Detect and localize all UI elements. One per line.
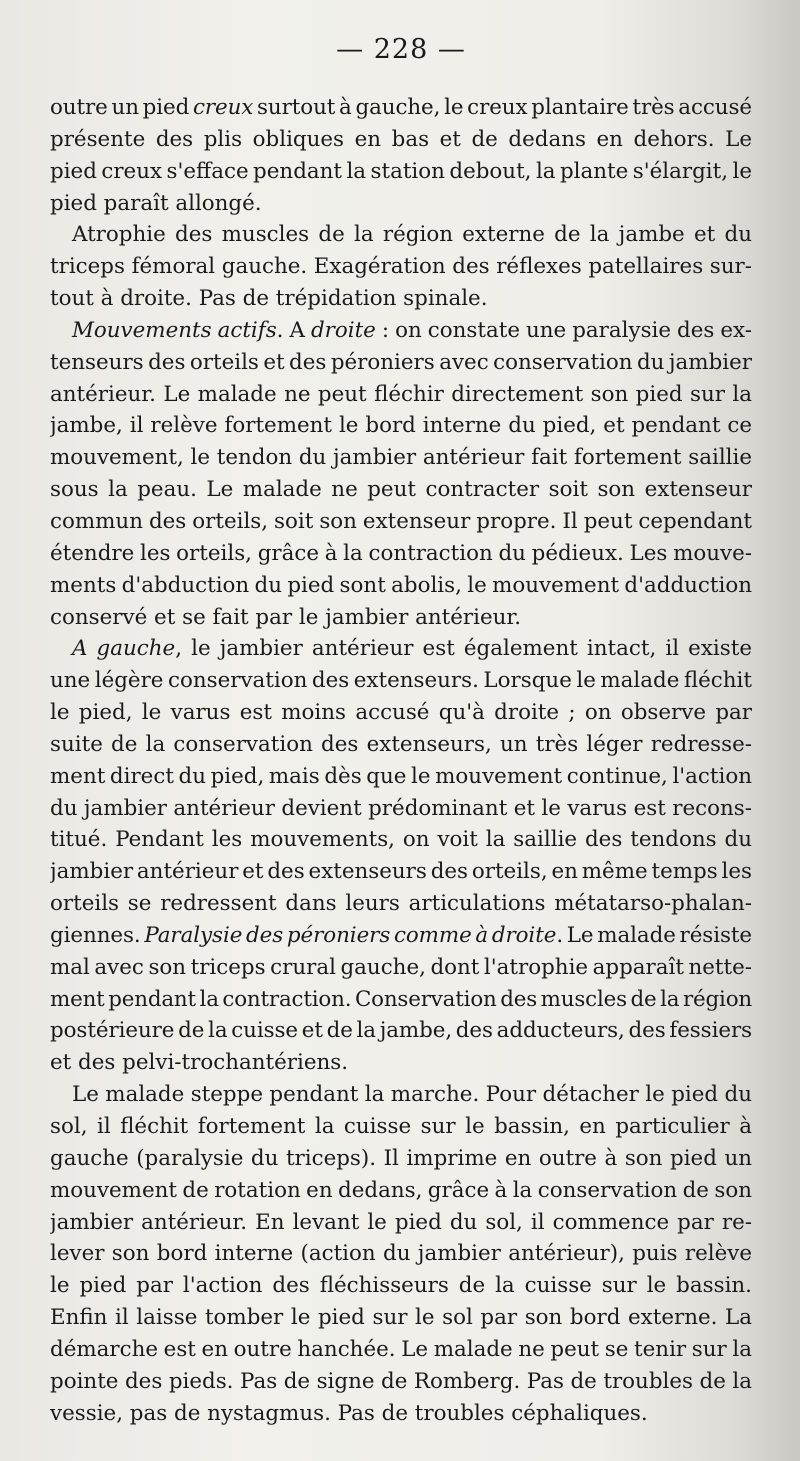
text-line bbox=[50, 124, 752, 156]
text-line bbox=[50, 633, 752, 665]
text-segment: une légère conservation des extenseurs. Lorsque le malade fléchit bbox=[50, 668, 752, 694]
text-segment: orteils se redressent dans leurs articulations métatarso-phalan- bbox=[50, 891, 752, 917]
body-text bbox=[50, 92, 752, 1429]
text-segment: pointe des pieds. Pas de signe de Romberg. Pas de troubles de la bbox=[50, 1368, 752, 1394]
text-line bbox=[50, 347, 752, 379]
text-line bbox=[50, 1143, 752, 1175]
text-line bbox=[50, 602, 752, 634]
text-line bbox=[50, 506, 752, 538]
text-segment: mal avec son triceps crural gauche, dont l'atrophie apparaît nette- bbox=[50, 954, 752, 980]
text-line bbox=[50, 984, 752, 1016]
page-number: — 228 — bbox=[336, 34, 466, 65]
text-segment: et des pelvi-trochantériens. bbox=[50, 1050, 349, 1076]
text-segment: présente des plis obliques en bas et de dedans en dehors. Le bbox=[50, 126, 752, 152]
text-line bbox=[50, 1398, 752, 1430]
text-segment: vessie, pas de nystagmus. Pas de troubles céphaliques. bbox=[50, 1400, 648, 1426]
text-segment: pied paraît allongé. bbox=[50, 190, 262, 216]
text-segment: triceps fémoral gauche. Exagération des réflexes patellaires sur- bbox=[50, 254, 752, 280]
text-line bbox=[50, 824, 752, 856]
text-segment: Enfin il laisse tomber le pied sur le sol par son bord externe. La bbox=[50, 1305, 752, 1331]
italic-text: creux bbox=[192, 95, 254, 120]
text-line bbox=[50, 283, 752, 315]
text-line bbox=[50, 1079, 752, 1111]
italic-text: Mouvements actifs bbox=[72, 317, 277, 343]
text-segment: Le malade steppe pendant la marche. Pour détacher le pied du bbox=[72, 1082, 752, 1108]
text-line bbox=[50, 1302, 752, 1334]
italic-text: A gauche bbox=[72, 636, 176, 662]
text-segment: ment pendant la contraction. Conservation des muscles de la région bbox=[50, 986, 752, 1012]
italic-text: droite bbox=[310, 317, 376, 343]
text-segment: tenseurs des orteils et des péroniers avec conservation du jambier bbox=[50, 349, 752, 375]
text-line bbox=[50, 442, 752, 474]
text-segment: lever son bord interne (action du jambier antérieur), puis relève bbox=[50, 1241, 752, 1267]
text-segment: gauche (paralysie du triceps). Il imprime en outre à son pied un bbox=[50, 1145, 752, 1171]
text-line bbox=[50, 1175, 752, 1207]
text-line bbox=[50, 665, 752, 697]
text-segment: jambier antérieur et des extenseurs des orteils, en même temps les bbox=[50, 859, 752, 885]
text-segment: . Le malade résiste bbox=[556, 922, 752, 948]
text-line bbox=[50, 156, 752, 188]
text-segment: le pied, le varus est moins accusé qu'à droite ; on observe par bbox=[50, 700, 752, 726]
text-line bbox=[50, 1015, 752, 1047]
text-segment: surtout à gauche, le creux plantaire très accusé bbox=[253, 95, 752, 120]
text-line bbox=[50, 888, 752, 920]
text-segment: ment direct du pied, mais dès que le mouvement continue, l'action bbox=[50, 763, 752, 789]
text-segment: : on constate une paralysie des ex- bbox=[375, 317, 752, 343]
text-line bbox=[50, 697, 752, 729]
text-line bbox=[50, 952, 752, 984]
text-line bbox=[50, 856, 752, 888]
text-segment: suite de la conservation des extenseurs, un très léger redresse- bbox=[50, 731, 752, 757]
text-line bbox=[50, 920, 752, 952]
text-segment: sous la peau. Le malade ne peut contracter soit son extenseur bbox=[50, 477, 752, 503]
text-segment: mouvement, le tendon du jambier antérieur fait fortement saillie bbox=[50, 445, 752, 471]
text-line bbox=[50, 474, 752, 506]
text-line bbox=[50, 1047, 752, 1079]
text-segment: sol, il fléchit fortement la cuisse sur le bassin, en particulier à bbox=[50, 1114, 752, 1139]
text-line bbox=[50, 251, 752, 283]
text-segment: postérieure de la cuisse et de la jambe, des adducteurs, des fessiers bbox=[50, 1018, 752, 1044]
text-line bbox=[50, 188, 752, 220]
text-line bbox=[50, 315, 752, 347]
text-line bbox=[50, 538, 752, 570]
text-line bbox=[50, 92, 752, 124]
text-segment: démarche est en outre hanchée. Le malade ne peut se tenir sur la bbox=[50, 1336, 752, 1362]
italic-text: Paralysie des péroniers comme à droite bbox=[144, 922, 557, 948]
text-segment: tout à droite. Pas de trépidation spinale. bbox=[50, 286, 488, 312]
text-line bbox=[50, 219, 752, 251]
text-line bbox=[50, 761, 752, 793]
text-line bbox=[50, 1270, 752, 1302]
text-line bbox=[50, 729, 752, 761]
text-line bbox=[50, 793, 752, 825]
text-line bbox=[50, 1238, 752, 1270]
text-segment: outre un pied bbox=[50, 95, 193, 120]
text-segment: du jambier antérieur devient prédominant et le varus est recons- bbox=[50, 795, 752, 821]
text-segment: conservé et se fait par le jambier antérieur. bbox=[50, 604, 522, 630]
text-segment: le pied par l'action des fléchisseurs de la cuisse sur le bassin. bbox=[50, 1273, 752, 1299]
text-segment: antérieur. Le malade ne peut fléchir directement son pied sur la bbox=[50, 381, 752, 407]
text-segment: . A bbox=[276, 317, 311, 343]
text-line bbox=[50, 1366, 752, 1398]
text-segment: giennes. bbox=[50, 922, 145, 948]
text-line bbox=[50, 1111, 752, 1143]
text-segment: étendre les orteils, grâce à la contraction du pédieux. Les mouve- bbox=[50, 540, 752, 566]
text-segment: pied creux s'efface pendant la station debout, la plante s'élargit, le bbox=[50, 158, 752, 184]
text-line bbox=[50, 1334, 752, 1366]
text-segment: ments d'abduction du pied sont abolis, le mouvement d'adduction bbox=[50, 572, 752, 598]
text-line bbox=[50, 570, 752, 602]
text-segment: titué. Pendant les mouvements, on voit la saillie des tendons du bbox=[50, 827, 752, 853]
text-segment: mouvement de rotation en dedans, grâce à la conservation de son bbox=[50, 1177, 752, 1203]
text-segment: jambe, il relève fortement le bord interne du pied, et pendant ce bbox=[50, 413, 752, 439]
text-line bbox=[50, 379, 752, 411]
text-line bbox=[50, 410, 752, 442]
text-segment: Atrophie des muscles de la région externe de la jambe et du bbox=[72, 222, 752, 248]
text-line bbox=[50, 1207, 752, 1239]
text-segment: commun des orteils, soit son extenseur propre. Il peut cependant bbox=[50, 508, 752, 534]
text-segment: jambier antérieur. En levant le pied du sol, il commence par re- bbox=[50, 1209, 752, 1235]
text-segment: , le jambier antérieur est également intact, il existe bbox=[175, 636, 752, 662]
